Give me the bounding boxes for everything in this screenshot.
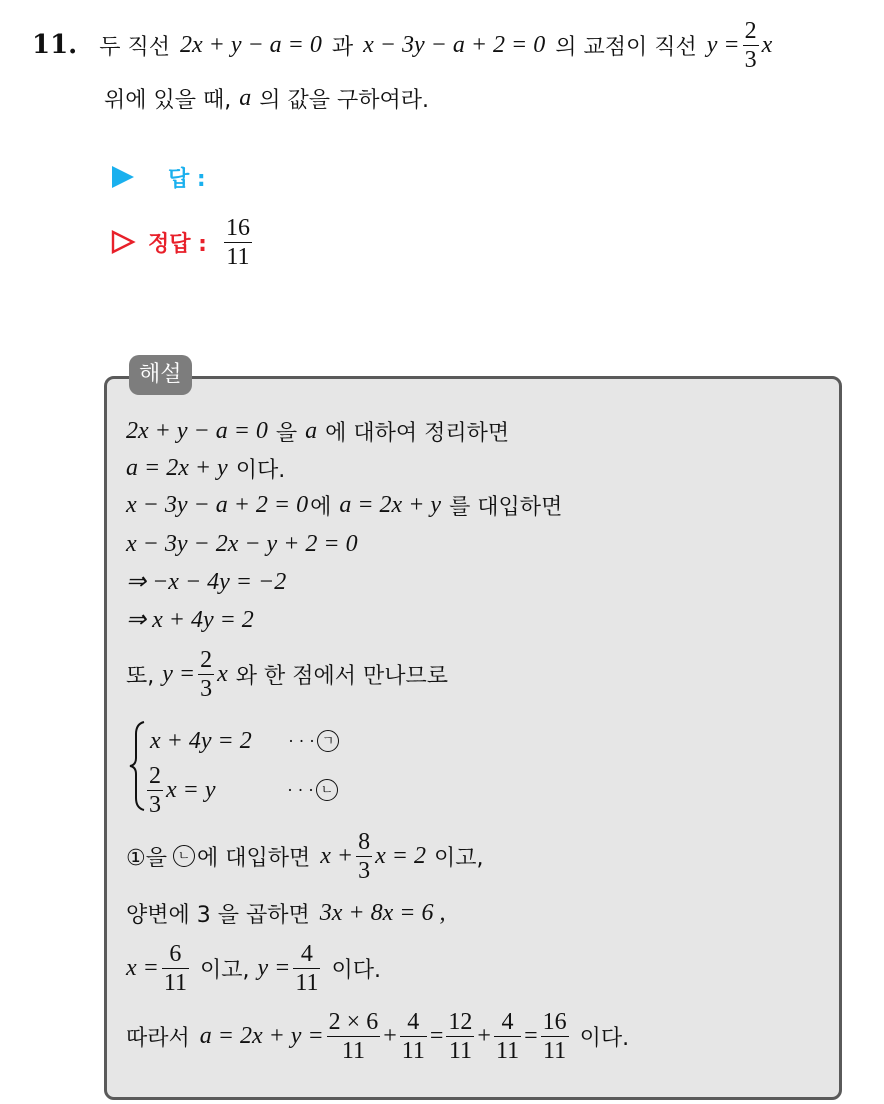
fraction-bar	[293, 968, 320, 969]
question-text: 과	[331, 34, 354, 60]
fraction-numerator: 2 × 6	[328, 1008, 379, 1035]
solution-text: 을	[275, 420, 298, 446]
fraction	[198, 648, 214, 701]
solution-tab: 해설	[129, 355, 192, 395]
fraction-denominator: 3	[200, 675, 213, 702]
fraction-numerator: 4	[407, 1008, 420, 1035]
system-line-2	[147, 762, 338, 818]
solution-line	[126, 527, 358, 561]
solution-text: 이다.	[331, 957, 381, 983]
answer-correct-row	[110, 212, 255, 272]
answer-value	[224, 216, 252, 269]
solution-line	[126, 564, 286, 598]
solution-text: 또,	[126, 663, 155, 689]
equation: x − 3y − a + 2 = 0	[126, 491, 309, 518]
circled-label-icon: ㄴ	[316, 779, 338, 801]
fraction-bar	[541, 1036, 569, 1037]
fraction-numerator: 2	[744, 17, 757, 44]
equation: 2x + y − a = 0	[126, 417, 268, 444]
fraction-numerator: 2	[149, 762, 161, 789]
solution-line	[126, 1004, 629, 1068]
equation: a = 2x + y	[339, 491, 442, 518]
fraction-denominator: 11	[543, 1037, 567, 1064]
left-brace-icon	[128, 720, 148, 812]
equation: 2x + y − a = 0	[179, 31, 322, 58]
fraction	[743, 19, 759, 72]
question-text: 의 교점이 직선	[555, 34, 697, 60]
equation: ⇒ −x − 4y = −2	[126, 568, 287, 595]
answer-blank-row	[110, 160, 206, 194]
solution-text: 를 대입하면	[449, 494, 563, 520]
equation: y =	[706, 31, 740, 58]
fraction	[162, 942, 189, 995]
fraction-bar	[224, 242, 252, 243]
fraction	[147, 764, 163, 817]
solution-text: 에 대입하면	[196, 845, 311, 871]
fraction	[494, 1010, 521, 1063]
fraction	[400, 1010, 427, 1063]
equation: y =	[162, 660, 196, 687]
variable: a	[239, 84, 252, 111]
fraction-bar	[147, 790, 163, 791]
question-text: 두 직선	[99, 34, 170, 60]
question-text: 위에 있을 때,	[104, 87, 232, 113]
fraction-numerator: 16	[542, 1008, 567, 1035]
fraction-denominator: 11	[226, 243, 250, 270]
fraction-bar	[446, 1036, 474, 1037]
fraction-numerator: 2	[200, 646, 213, 673]
fraction-denominator: 3	[744, 46, 757, 73]
equation: x − 3y − a + 2 = 0	[363, 31, 546, 58]
fraction-numerator: 8	[358, 828, 371, 855]
fraction	[446, 1010, 474, 1063]
solution-text: 이고,	[433, 845, 484, 871]
operator: +	[477, 1022, 491, 1049]
fraction-denominator: 11	[495, 1037, 520, 1064]
fraction-denominator: 3	[358, 857, 371, 884]
fraction-numerator: 6	[169, 940, 182, 967]
solution-line	[126, 488, 562, 522]
solution-line	[126, 644, 448, 704]
solution-text: 에 대하여 정리하면	[325, 420, 510, 446]
fraction-denominator: 3	[149, 791, 161, 818]
solution-line	[126, 414, 509, 448]
solution-line	[126, 938, 381, 998]
equation: x − 3y − 2x − y + 2 = 0	[126, 530, 358, 557]
equation: x =	[126, 954, 159, 981]
solution-line	[126, 602, 254, 636]
operator: =	[524, 1022, 538, 1049]
fraction-bar	[198, 674, 214, 675]
solution-text: 이다.	[579, 1025, 630, 1051]
circled-label-icon: ㄴ	[173, 845, 195, 867]
fraction-denominator: 11	[163, 969, 187, 996]
variable: a	[305, 417, 318, 444]
solution-text: 와 한 점에서 만나므로	[235, 663, 449, 689]
solution-line	[126, 451, 285, 485]
equation: 3x + 8x = 6 ,	[319, 899, 446, 926]
question-line-2	[104, 80, 429, 116]
outline-triangle-icon	[110, 229, 136, 255]
solution-line	[126, 826, 483, 886]
operator: =	[429, 1022, 444, 1049]
question-number: 11.	[32, 30, 78, 60]
fraction-numerator: 16	[225, 214, 250, 241]
equation: x = y	[166, 776, 216, 803]
equation: ⇒ x + 4y = 2	[126, 606, 254, 633]
question-line-1	[32, 17, 773, 73]
fraction-bar	[162, 968, 189, 969]
ellipsis: · · ·	[287, 779, 314, 800]
ellipsis: · · ·	[288, 730, 315, 751]
fraction	[541, 1010, 569, 1063]
answer-correct-label: 정답 :	[148, 231, 207, 257]
answer-blank-label: 답 :	[168, 166, 206, 192]
fraction-numerator: 12	[448, 1008, 473, 1035]
equation: a = 2x + y	[126, 454, 228, 481]
solution-text: ①을	[126, 845, 167, 871]
circled-label-icon: ㄱ	[317, 730, 339, 752]
variable: x	[217, 660, 228, 687]
fraction-bar	[356, 856, 372, 857]
fraction-bar	[494, 1036, 521, 1037]
system-line-1	[150, 724, 339, 758]
solution-text: 따라서	[126, 1025, 190, 1051]
equation: x = 2	[375, 842, 426, 869]
fraction	[293, 942, 320, 995]
equation: a = 2x + y =	[199, 1022, 324, 1049]
fraction-denominator: 11	[401, 1037, 425, 1064]
equation: x +	[320, 842, 354, 869]
solution-text: 양변에 3 을 곱하면	[126, 902, 310, 928]
fraction-denominator: 11	[341, 1037, 365, 1064]
solution-text: 이고,	[199, 957, 250, 983]
solution-text: 이다.	[235, 457, 286, 483]
solution-line	[126, 896, 445, 930]
fraction-bar	[743, 45, 759, 46]
operator: +	[383, 1022, 397, 1049]
fraction-bar	[400, 1036, 427, 1037]
fraction	[327, 1010, 381, 1063]
fraction-bar	[327, 1036, 381, 1037]
solution-text: 에	[310, 494, 332, 520]
fraction-denominator: 11	[448, 1037, 472, 1064]
fraction-denominator: 11	[295, 969, 319, 996]
filled-triangle-icon	[110, 164, 136, 190]
fraction-numerator: 4	[300, 940, 313, 967]
question-text: 의 값을 구하여라.	[259, 87, 429, 113]
fraction	[356, 830, 372, 883]
equation: x + 4y = 2	[150, 727, 252, 754]
equation: x	[761, 31, 773, 58]
fraction-numerator: 4	[501, 1008, 514, 1035]
equation: y =	[257, 954, 291, 981]
